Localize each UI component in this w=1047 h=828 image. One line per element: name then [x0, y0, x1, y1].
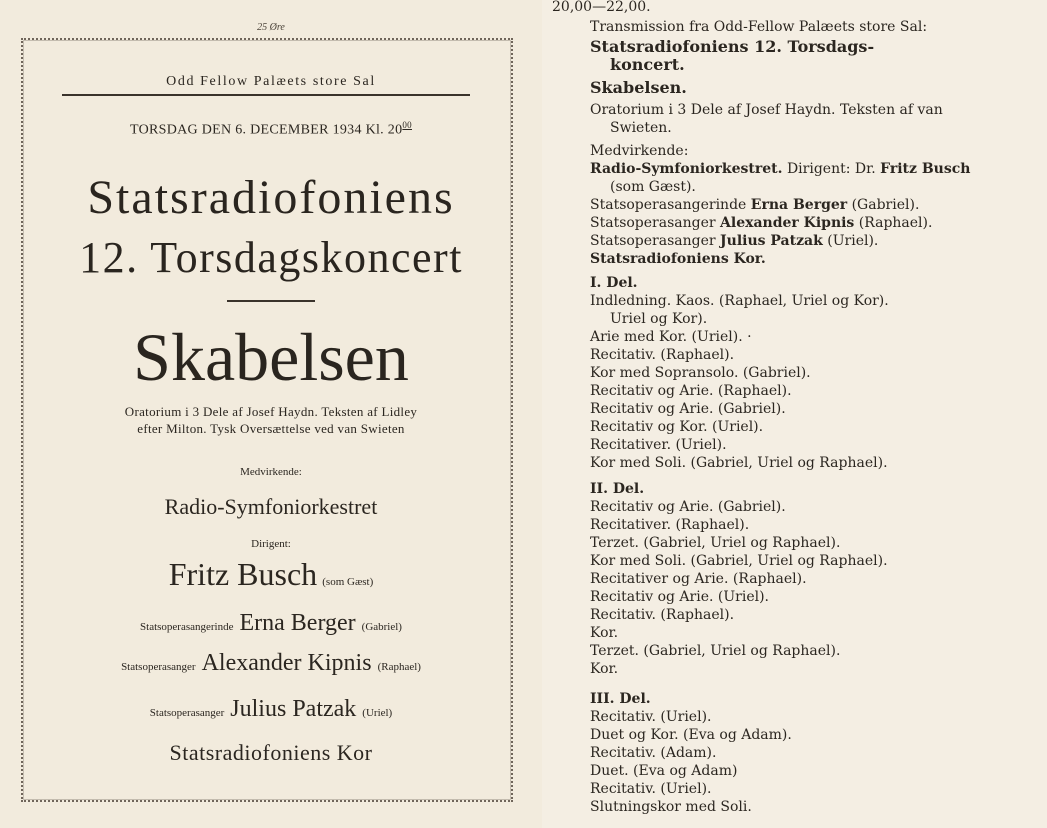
programme-item: Recitativ. (Adam). — [590, 745, 717, 761]
singer-name: Alexander Kipnis — [201, 650, 372, 676]
programme-item: Recitativ og Arie. (Gabriel). — [590, 499, 786, 515]
programme-item: Recitativ. (Uriel). — [590, 709, 712, 725]
poster-title-line-1: Statsradiofoniens — [87, 171, 455, 224]
listing-title-line-2: koncert. — [610, 55, 685, 74]
programme-item: Slutningskor med Soli. — [590, 799, 752, 815]
conductor-note: (som Gæst) — [322, 576, 374, 588]
singer-name: Erna Berger — [239, 610, 356, 636]
title-divider — [227, 300, 315, 302]
singer-entry — [0, 696, 542, 723]
concert-date — [0, 120, 542, 139]
listing-conductor: Fritz Busch — [880, 161, 971, 177]
listing-conductor-prefix: Dirigent: Dr. — [782, 161, 881, 177]
singer-title: Statsoperasanger — [149, 707, 225, 719]
singer-role: (Raphael) — [377, 661, 421, 673]
poster-title-line-2: 12. Torsdagskoncert — [79, 233, 463, 282]
listing-singer-name: Julius Patzak — [720, 233, 823, 249]
programme-item: Recitativer. (Raphael). — [590, 517, 750, 533]
programme-item: Kor. — [590, 625, 619, 641]
conductor-label: Dirigent: — [251, 538, 291, 550]
programme-item: Kor med Soli. (Gabriel, Uriel og Raphael). — [590, 553, 888, 569]
programme-item: Kor med Sopransolo. (Gabriel). — [590, 365, 811, 381]
programme-item: Recitativ og Arie. (Uriel). — [590, 589, 769, 605]
programme-listing — [542, 0, 1047, 828]
choir-name: Statsradiofoniens Kor — [169, 740, 373, 765]
programme-item: Duet. (Eva og Adam) — [590, 763, 738, 779]
part-3-heading: III. Del. — [590, 691, 651, 707]
listing-singer — [590, 214, 932, 232]
listing-description-line-1: Oratorium i 3 Dele af Josef Haydn. Teksten af van — [590, 102, 943, 118]
poster-border — [21, 38, 513, 802]
venue-divider — [62, 94, 470, 96]
programme-item: Recitativ og Arie. (Gabriel). — [590, 401, 786, 417]
listing-choir: Statsradiofoniens Kor. — [590, 251, 766, 267]
broadcast-time: 20,00—22,00. — [552, 0, 651, 15]
programme-item: Recitativer. (Uriel). — [590, 437, 727, 453]
part-2-heading: II. Del. — [590, 481, 645, 497]
programme-item: Arie med Kor. (Uriel). · — [590, 329, 752, 345]
listing-singer-role: (Gabriel). — [847, 197, 920, 213]
transmission-line: Transmission fra Odd-Fellow Palæets store Sal: — [590, 19, 928, 35]
conductor — [0, 556, 542, 593]
programme-item: Recitativ. (Uriel). — [590, 781, 712, 797]
concert-date-text: TORSDAG DEN 6. DECEMBER 1934 Kl. 20 — [130, 122, 403, 138]
programme-item: Terzet. (Gabriel, Uriel og Raphael). — [590, 535, 841, 551]
listing-title-line-1: Statsradiofoniens 12. Torsdags- — [590, 37, 875, 56]
singer-entry — [0, 650, 542, 677]
listing-participants-label: Medvirkende: — [590, 143, 689, 159]
work-description-line-2: efter Milton. Tysk Oversættelse ved van Swieten — [137, 421, 405, 436]
singer-role: (Gabriel) — [361, 621, 402, 633]
programme-item: Recitativ. (Raphael). — [590, 347, 735, 363]
listing-singer — [590, 232, 878, 250]
listing-description-line-2: Swieten. — [610, 120, 672, 136]
listing-singer-title: Statsoperasanger — [590, 215, 721, 231]
work-title: Skabelsen — [133, 319, 409, 395]
participants-label: Medvirkende: — [240, 466, 302, 478]
listing-singer-title: Statsoperasanger — [590, 233, 721, 249]
singer-title: Statsoperasanger — [121, 661, 196, 673]
orchestra-name: Radio-Symfoniorkestret — [164, 494, 378, 519]
programme-item: Uriel og Kor). — [610, 311, 708, 327]
singer-title: Statsoperasangerinde — [140, 621, 234, 633]
listing-conductor-note: (som Gæst). — [610, 179, 696, 195]
singer-entry — [0, 610, 542, 637]
programme-item: Recitativer og Arie. (Raphael). — [590, 571, 807, 587]
listing-orchestra: Radio-Symfoniorkestret. — [590, 161, 783, 177]
venue-name: Odd Fellow Palæets store Sal — [166, 74, 376, 89]
listing-work-title: Skabelsen. — [590, 78, 687, 97]
listing-orchestra-line — [590, 160, 970, 178]
conductor-name: Fritz Busch — [168, 556, 318, 592]
programme-item: Recitativ og Arie. (Raphael). — [590, 383, 792, 399]
programme-item: Kor. — [590, 661, 619, 677]
listing-singer-role: (Raphael). — [854, 215, 933, 231]
work-description-line-1: Oratorium i 3 Dele af Josef Haydn. Teksten af Lidley — [124, 404, 418, 419]
programme-item: Recitativ og Kor. (Uriel). — [590, 419, 764, 435]
listing-singer — [590, 196, 919, 214]
programme-item: Terzet. (Gabriel, Uriel og Raphael). — [590, 643, 841, 659]
listing-singer-name: Alexander Kipnis — [720, 215, 855, 231]
programme-item: Indledning. Kaos. (Raphael, Uriel og Kor). — [590, 293, 889, 309]
programme-item: Kor med Soli. (Gabriel, Uriel og Raphael). — [590, 455, 888, 471]
concert-time-minutes: 00 — [402, 120, 412, 130]
part-1-heading: I. Del. — [590, 275, 638, 291]
listing-singer-role: (Uriel). — [822, 233, 879, 249]
programme-item: Duet og Kor. (Eva og Adam). — [590, 727, 792, 743]
price-label: 25 Øre — [257, 22, 285, 33]
listing-singer-name: Erna Berger — [750, 197, 848, 213]
singer-name: Julius Patzak — [230, 696, 357, 722]
listing-singer-title: Statsoperasangerinde — [590, 197, 751, 213]
programme-item: Recitativ. (Raphael). — [590, 607, 735, 623]
singer-role: (Uriel) — [362, 707, 393, 719]
